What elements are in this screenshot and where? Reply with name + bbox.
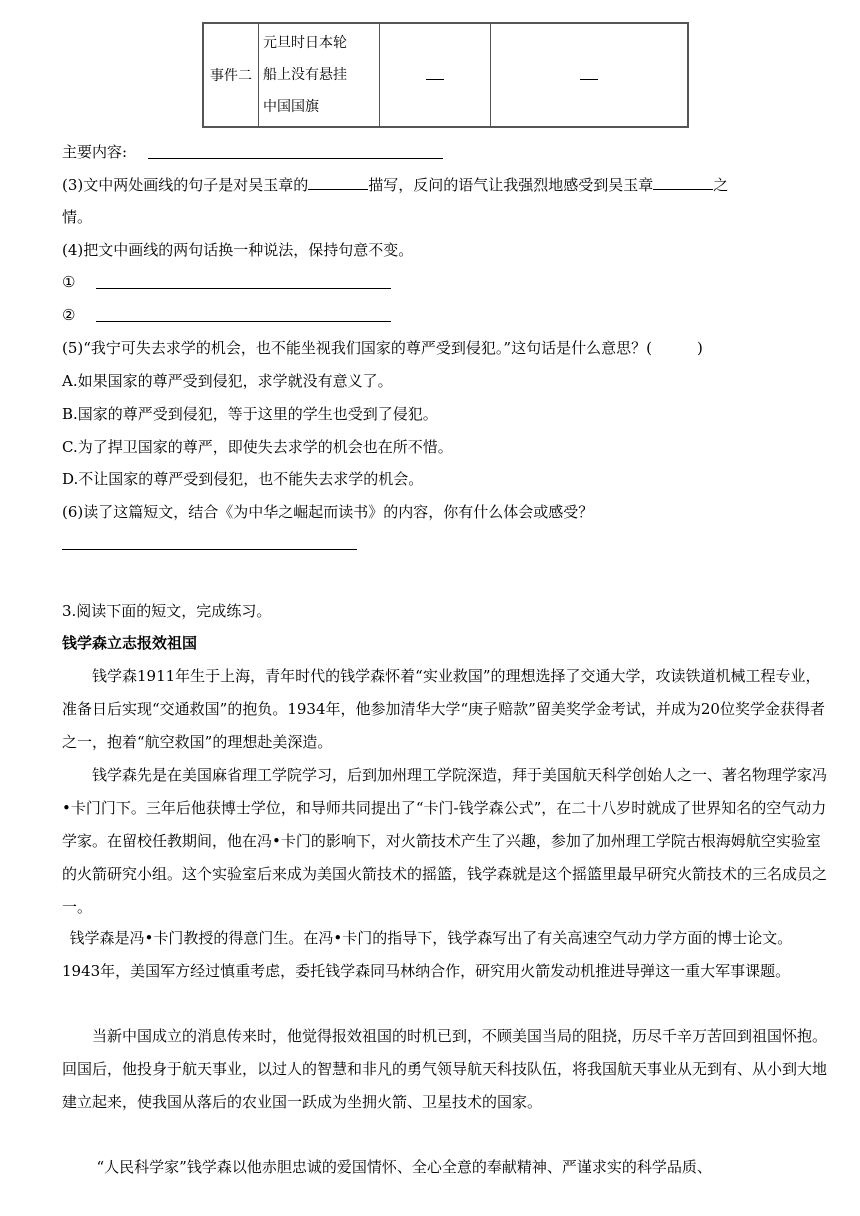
- q3-text: 描写，反问的语气让我强烈地感受到吴玉章: [368, 176, 654, 194]
- article-paragraph: 钱学森1911年生于上海，青年时代的钱学森怀着“实业救国”的理想选择了交通大学，攻读铁道机械工程专业，准备日后实现“交通救国”的抱负。1934年，他参加清华大学“庚子赔款”留美奖学金考试，并成为20位奖学金获得者之一，抱着“航空救国”的理想赴美深造。: [62, 667, 825, 751]
- article-paragraph: 钱学森是冯•卡门教授的得意门生。在冯•卡门的指导下，钱学森写出了有关高速空气动力学方面的博士论文。1943年，美国军方经过慎重考虑，委托钱学森同马林纳合作，研究用火箭发动机推进导弹这一重大军事课题。: [62, 929, 793, 980]
- event-text-line: 元旦时日本轮: [263, 35, 347, 51]
- article-paragraph: 钱学森先是在美国麻省理工学院学习，后到加州理工学院深造，拜于美国航天科学创始人之一、著名物理学家冯•卡门门下。三年后他获博士学位，和导师共同提出了“卡门-钱学森公式”，在二十八岁时就成了世界知名的空气动力学家。在留校任教期间，他在冯•卡门的影响下，对火箭技术产生了兴趣，参加了加州理工学院古根海姆航空实验室的火箭研究小组。这个实验室后来成为美国火箭技术的摇篮，钱学森就是这个摇篮里最早研究火箭技术的三名成员之一。: [62, 766, 828, 916]
- event-text-line: 船上没有悬挂: [263, 67, 347, 83]
- main-content-answer-line[interactable]: [148, 158, 443, 159]
- q5-option-d[interactable]: D.不让国家的尊严受到侵犯，也不能失去求学的机会。: [62, 470, 424, 488]
- answer-dash: [580, 69, 598, 80]
- event-table: [202, 22, 689, 128]
- q5-option-a[interactable]: A.如果国家的尊严受到侵犯，求学就没有意义了。: [62, 372, 393, 390]
- q3-continuation: 情。: [62, 208, 93, 226]
- article-paragraph: 当新中国成立的消息传来时，他觉得报效祖国的时机已到，不顾美国当局的阻挠，历尽千辛万苦回到祖国怀抱。回国后，他投身于航天事业，以过人的智慧和非凡的勇气领导航天科技队伍，将我国航天事业从无到有、从小到大地建立起来，使我国从落后的农业国一跃成为坐拥火箭、卫星技术的国家。: [62, 1027, 828, 1111]
- q4-answer-line-2[interactable]: [96, 321, 391, 322]
- question-4: (4)把文中画线的两句话换一种说法，保持句意不变。: [62, 241, 414, 259]
- event-text-line: 中国国旗: [263, 99, 319, 115]
- event-label-cell: [203, 23, 259, 127]
- q3-text: (3)文中两处画线的句子是对吴玉章的: [62, 176, 309, 194]
- main-content-label: 主要内容:: [62, 143, 128, 161]
- q4-item-2-marker: ②: [62, 306, 76, 324]
- article-title: 钱学森立志报效祖国: [62, 634, 198, 652]
- question-5: (5)“我宁可失去求学的机会，也不能坐视我们国家的尊严受到侵犯。”这句话是什么意思？( ): [62, 339, 703, 357]
- event-text-cell: [259, 23, 380, 127]
- question-3: [62, 172, 728, 198]
- answer-cell[interactable]: [380, 23, 491, 127]
- question-6: (6)读了这篇短文，结合《为中华之崛起而读书》的内容，你有什么体会或感受？: [62, 503, 594, 521]
- q3-blank-1[interactable]: [308, 175, 368, 190]
- q4-item-1-marker: ①: [62, 273, 76, 291]
- answer-dash: [426, 69, 444, 80]
- article-paragraph: “人民科学家”钱学森以他赤胆忠诚的爱国情怀、全心全意的奉献精神、严谨求实的科学品质、: [96, 1158, 712, 1176]
- q5-option-b[interactable]: B.国家的尊严受到侵犯，等于这里的学生也受到了侵犯。: [62, 405, 438, 423]
- q5-option-c[interactable]: C.为了捍卫国家的尊严，即使失去求学的机会也在所不惜。: [62, 438, 453, 456]
- answer-cell[interactable]: [491, 23, 689, 127]
- q6-answer-line[interactable]: [62, 549, 357, 550]
- section-3-heading: 3.阅读下面的短文，完成练习。: [62, 602, 272, 620]
- q4-answer-line-1[interactable]: [96, 288, 391, 289]
- q3-text: 之: [713, 176, 729, 194]
- q3-blank-2[interactable]: [653, 175, 713, 190]
- event-label: 事件二: [210, 68, 252, 84]
- table-row: [203, 23, 688, 127]
